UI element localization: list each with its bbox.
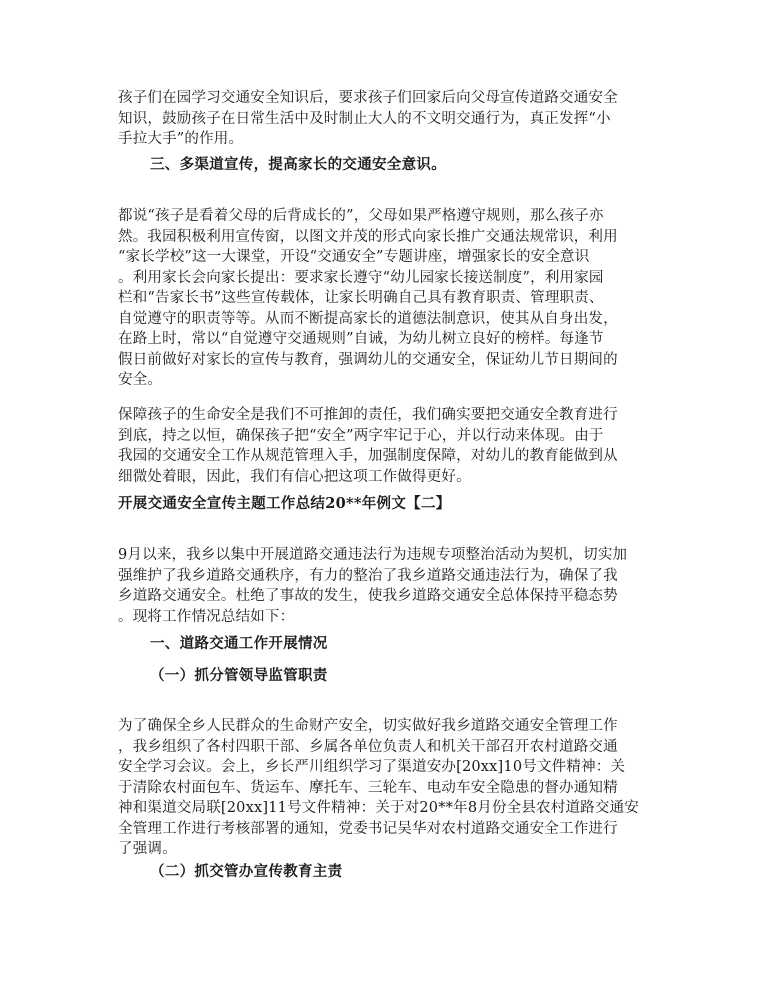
- section-heading-3: 三、多渠道宣传，提高家长的交通安全意识。: [150, 156, 446, 173]
- text-line: 9月以来，我乡以集中开展道路交通违法行为违规专项整治活动为契机，切实加: [118, 547, 628, 563]
- document-title-2: 开展交通安全宣传主题工作总结20**年例文【二】: [118, 495, 451, 512]
- text-line: 全管理工作进行考核部署的通知，党委书记吴华对农村道路交通安全工作进行: [118, 820, 618, 837]
- text-line: 安全。: [118, 372, 163, 388]
- text-line: 为了确保全乡人民群众的生命财产安全，切实做好我乡道路交通安全管理工作: [118, 718, 618, 734]
- paragraph-4: [118, 545, 658, 627]
- subsection-heading-2: （二）抓交管办宣传教育主责: [150, 863, 343, 880]
- text-line: 神和渠道交局联[20xx]11号文件精神：关于对20**年8月份全县农村道路交通安: [118, 800, 639, 816]
- text-line: 知识，鼓励孩子在日常生活中及时制止大人的不文明交通行为，真正发挥“小: [118, 110, 611, 127]
- text-line: 了强调。: [118, 841, 177, 857]
- paragraph-5: [118, 716, 658, 860]
- text-line: 于清除农村面包车、货运车、摩托车、三轮车、电动车安全隐患的督办通知精: [118, 779, 618, 796]
- text-line: 都说“孩子是看着父母的后背成长的”，父母如果严格遵守规则，那么孩子亦: [118, 208, 604, 224]
- paragraph-1: [118, 88, 658, 150]
- text-line: 细微处着眼，因此，我们有信心把这项工作做得更好。: [118, 468, 471, 485]
- text-line: 乡道路交通安全。杜绝了事故的发生，使我乡道路交通安全总体保持平稳态势: [118, 588, 618, 604]
- text-line: 到底，持之以恒，确保孩子把“安全”两字牢记于心，并以行动来体现。由于: [118, 427, 604, 444]
- section-heading-1: 一、道路交通工作开展情况: [150, 635, 328, 652]
- text-line: 强维护了我乡道路交通秩序，有力的整治了我乡道路交通违法行为，确保了我: [118, 567, 618, 584]
- text-line: 孩子们在园学习交通安全知识后，要求孩子们回家后向父母宣传道路交通安全: [118, 90, 618, 106]
- text-line: 然。我园积极利用宣传窗，以图文并茂的形式向家长推广交通法规常识，利用: [118, 228, 618, 245]
- text-line: 在路上时，常以“自觉遵守交通规则”自诫，为幼儿树立良好的榜样。每逢节: [118, 331, 604, 347]
- text-line: 假日前做好对家长的宣传与教育，强调幼儿的交通安全，保证幼儿节日期间的: [118, 351, 618, 368]
- text-line: 自觉遵守的职责等等。从而不断提高家长的道德法制意识，使其从自身出发，: [118, 310, 618, 327]
- text-line: 。利用家长会向家长提出：要求家长遵守“幼儿园家长接送制度”，利用家园: [118, 269, 604, 286]
- text-line: ，我乡组织了各村四职干部、乡属各单位负责人和机关干部召开农村道路交通: [118, 738, 618, 755]
- text-line: 安全学习会议。会上，乡长严川组织学习了渠道安办[20xx]10号文件精神：关: [118, 759, 626, 775]
- paragraph-2: [118, 206, 658, 391]
- text-line: 我园的交通安全工作从规范管理入手，加强制度保障，对幼儿的教育能做到从: [118, 448, 618, 464]
- paragraph-3: [118, 405, 658, 487]
- text-line: 手拉大手”的作用。: [118, 131, 244, 147]
- text-line: “家长学校”这一大课堂，开设“交通安全”专题讲座，增强家长的安全意识: [118, 249, 590, 265]
- text-line: 。现将工作情况总结如下：: [118, 608, 295, 625]
- text-line: 栏和“告家长书”这些宣传载体，让家长明确自己具有教育职责、管理职责、: [118, 290, 604, 306]
- text-line: 保障孩子的生命安全是我们不可推卸的责任，我们确实要把交通安全教育进行: [118, 407, 618, 423]
- subsection-heading-1: （一）抓分管领导监管职责: [150, 667, 328, 684]
